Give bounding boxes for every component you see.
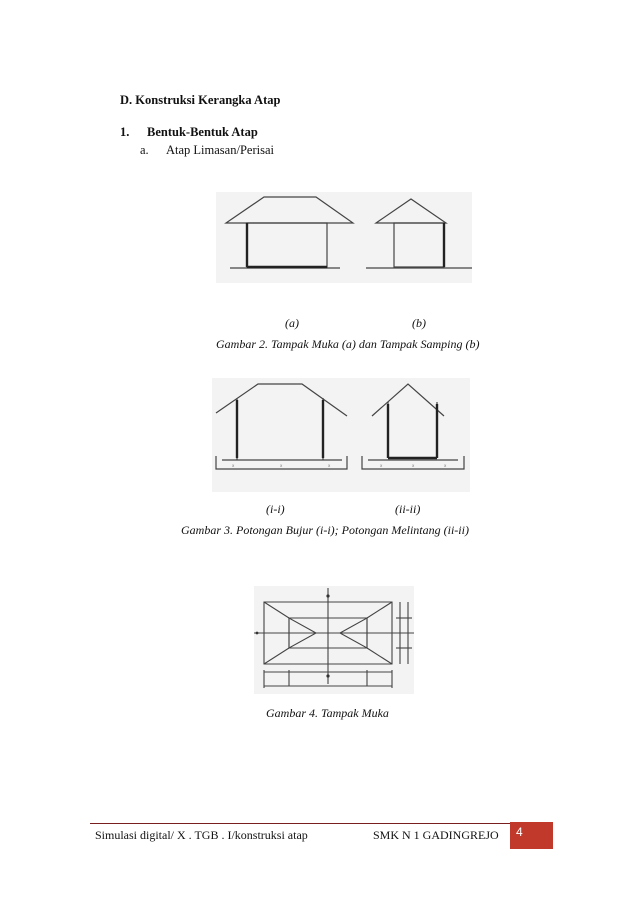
figure-4-caption: Gambar 4. Tampak Muka bbox=[266, 706, 389, 720]
figure-4-drawing bbox=[254, 586, 414, 694]
footer-school-name: SMK N 1 GADINGREJO bbox=[373, 828, 499, 842]
figure-2-caption: Gambar 2. Tampak Muka (a) dan Tampak Samping (b) bbox=[216, 337, 480, 351]
svg-text:x: x bbox=[280, 463, 283, 468]
footer-left-text: Simulasi digital/ X . TGB . I/konstruksi atap bbox=[95, 828, 308, 842]
figure-4-svg bbox=[254, 586, 414, 694]
side-view-roof bbox=[376, 199, 446, 223]
figure-3-label-a: (i-i) bbox=[266, 502, 285, 516]
page-number: 4 bbox=[516, 825, 523, 839]
svg-text:x: x bbox=[380, 463, 383, 468]
subsection-number: 1. bbox=[120, 125, 130, 139]
svg-text:x: x bbox=[412, 463, 415, 468]
item-title: Atap Limasan/Perisai bbox=[166, 143, 274, 157]
footer-divider bbox=[90, 823, 510, 824]
section-i-roof bbox=[216, 384, 347, 416]
figure-2-label-a: (a) bbox=[285, 316, 299, 330]
figure-3-label-b: (ii-ii) bbox=[395, 502, 421, 516]
figure-2-svg bbox=[216, 192, 472, 283]
subsection-title: Bentuk-Bentuk Atap bbox=[147, 125, 258, 139]
figure-3-svg bbox=[212, 378, 470, 492]
side-view-wall bbox=[394, 223, 444, 267]
figure-2-drawing bbox=[216, 192, 472, 283]
figure-2-label-b: (b) bbox=[412, 316, 426, 330]
front-view-roof bbox=[226, 197, 353, 223]
item-letter: a. bbox=[140, 143, 149, 157]
section-ii-roof bbox=[372, 384, 444, 416]
section-heading: D. Konstruksi Kerangka Atap bbox=[120, 93, 281, 107]
svg-text:x: x bbox=[328, 463, 331, 468]
svg-text:x: x bbox=[232, 463, 235, 468]
svg-text:x: x bbox=[444, 463, 447, 468]
figure-3-caption: Gambar 3. Potongan Bujur (i-i); Potongan Melintang (ii-ii) bbox=[181, 523, 469, 537]
figure-3-drawing bbox=[212, 378, 470, 492]
front-view-wall bbox=[247, 223, 327, 267]
page-number-badge bbox=[510, 822, 553, 849]
